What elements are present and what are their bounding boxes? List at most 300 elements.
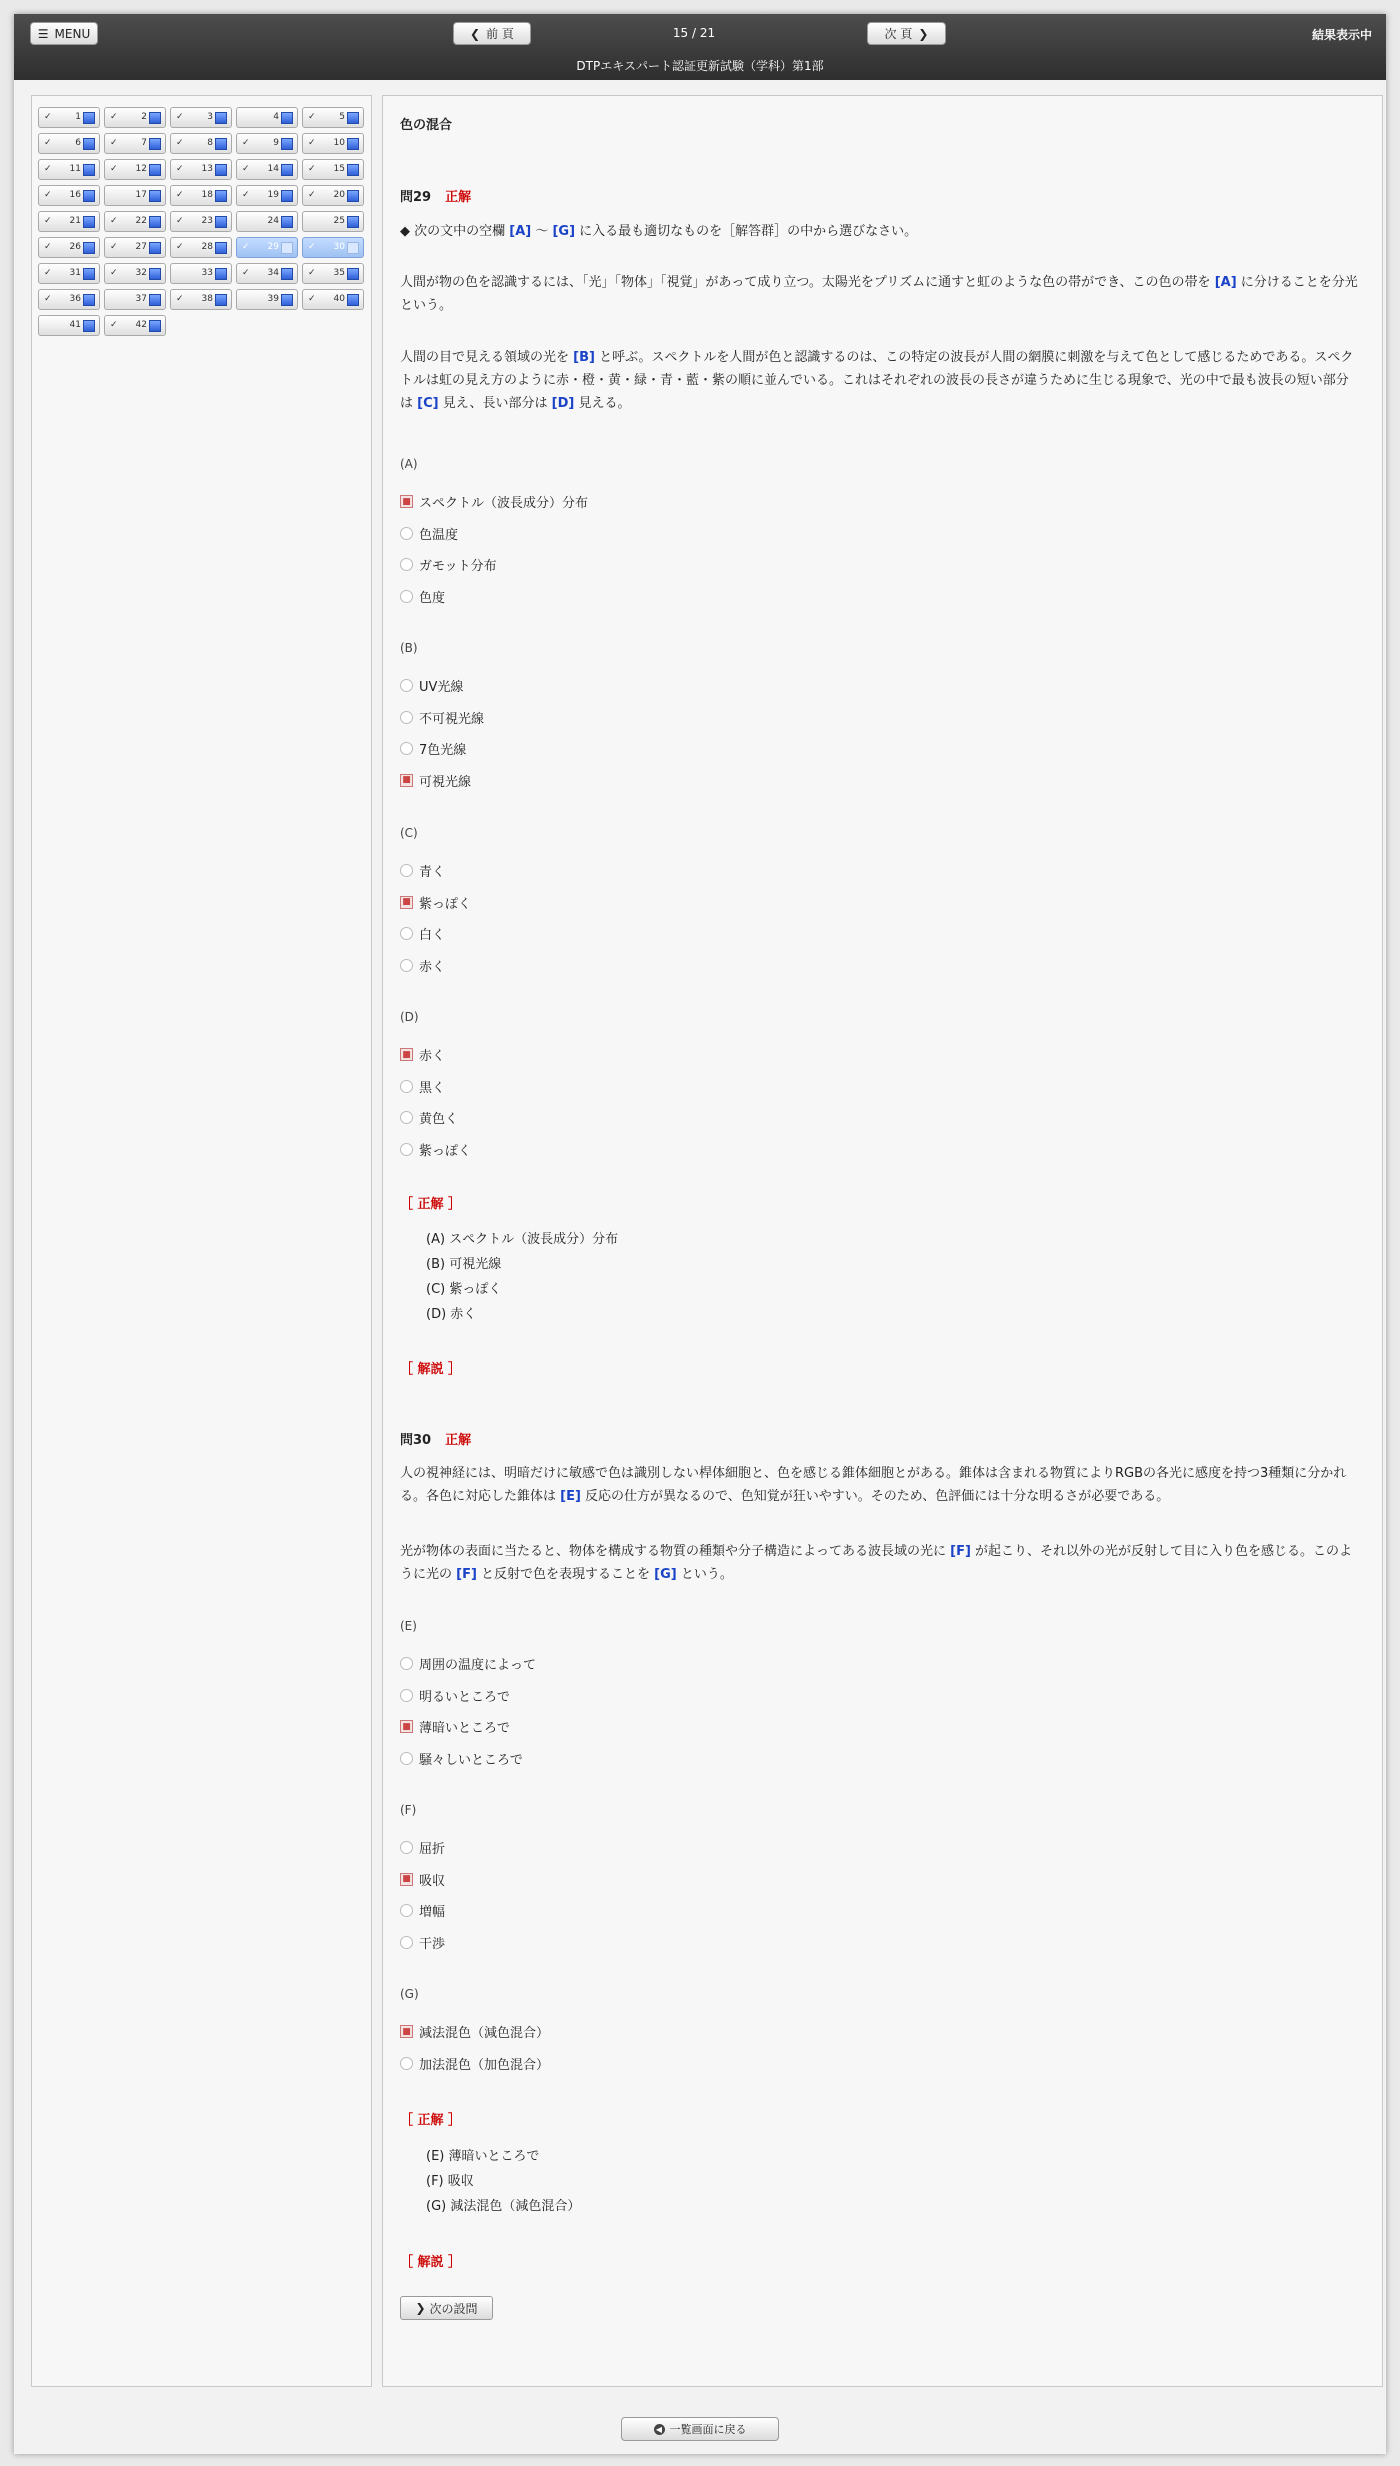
- question-nav-button[interactable]: [236, 133, 298, 154]
- check-icon: ✓: [44, 268, 52, 278]
- radio-button[interactable]: [400, 1936, 413, 1949]
- answer-status-icon: [281, 268, 293, 280]
- question-nav-button[interactable]: [170, 185, 232, 206]
- question-nav-button[interactable]: [302, 237, 364, 258]
- question-nav-button[interactable]: [104, 107, 166, 128]
- text-segment: が起こり、それ以外の光が反射して目に入り色を感じる。このように光の: [400, 1544, 1353, 1582]
- section-title: 色の混合: [400, 118, 453, 133]
- check-icon: ✓: [308, 268, 316, 278]
- question-nav-button[interactable]: [302, 211, 364, 232]
- question-nav-button[interactable]: [170, 133, 232, 154]
- answer-status-icon: [215, 242, 227, 254]
- option-label: 7色光線: [419, 743, 467, 758]
- text-segment: 人間の目で見える領域の光を: [400, 350, 574, 365]
- answer-option[interactable]: [400, 1749, 523, 1768]
- question-nav-button[interactable]: [170, 211, 232, 232]
- option-label: 干渉: [419, 1936, 446, 1952]
- check-icon: ✓: [110, 216, 118, 226]
- answer-status-icon: [149, 138, 161, 150]
- question-header: [400, 1429, 471, 1448]
- check-icon: ✓: [176, 164, 184, 174]
- option-label: 騒々しいところで: [419, 1752, 523, 1768]
- radio-button[interactable]: [400, 2057, 413, 2070]
- answer-status-icon: [215, 294, 227, 306]
- check-icon: ✓: [308, 294, 316, 304]
- answer-option[interactable]: [400, 1654, 536, 1673]
- question-number: 39: [267, 294, 279, 304]
- selected-checkbox-icon[interactable]: ■: [400, 896, 413, 909]
- answer-status-icon: [83, 112, 95, 124]
- correct-answer-item: (D) 赤く: [426, 1307, 477, 1322]
- radio-button[interactable]: [400, 927, 413, 940]
- check-icon: ✓: [308, 242, 316, 252]
- question-number: 12: [135, 164, 147, 174]
- answer-option[interactable]: [400, 1870, 445, 1889]
- answer-option[interactable]: [400, 1933, 445, 1952]
- answer-status-icon: [83, 320, 95, 332]
- answer-status-icon: [149, 190, 161, 202]
- answer-option[interactable]: [400, 861, 445, 880]
- question-number: 13: [201, 164, 213, 174]
- menu-button[interactable]: [30, 22, 98, 45]
- radio-button[interactable]: [400, 1143, 413, 1156]
- question-nav-button[interactable]: [170, 237, 232, 258]
- answer-status-icon: [281, 242, 293, 254]
- question-nav-button[interactable]: [104, 315, 166, 336]
- option-group-letter: (B): [400, 641, 418, 655]
- answer-status-icon: [83, 216, 95, 228]
- answer-status-icon: [281, 294, 293, 306]
- question-nav-button[interactable]: [104, 185, 166, 206]
- selected-checkbox-icon[interactable]: ■: [400, 1873, 413, 1886]
- radio-button[interactable]: [400, 959, 413, 972]
- answer-option[interactable]: [400, 739, 466, 758]
- question-nav-button[interactable]: [38, 237, 100, 258]
- question-number: 38: [201, 294, 213, 304]
- question-number: 17: [135, 190, 147, 200]
- question-number: 21: [69, 216, 81, 226]
- check-icon: ✓: [242, 242, 250, 252]
- question-number: 28: [201, 242, 213, 252]
- answer-status-icon: [83, 138, 95, 150]
- answer-status-icon: [149, 268, 161, 280]
- question-nav-button[interactable]: [236, 289, 298, 310]
- answer-status-icon: [83, 268, 95, 280]
- question-number: 10: [333, 138, 345, 148]
- radio-button[interactable]: [400, 558, 413, 571]
- answer-option[interactable]: [400, 956, 445, 975]
- content-area: [31, 95, 1383, 2401]
- answer-option[interactable]: [400, 1108, 458, 1127]
- result-badge: 正解: [445, 190, 472, 205]
- question-number: 34: [267, 268, 279, 278]
- answer-status-icon: [347, 242, 359, 254]
- answer-status-icon: [83, 294, 95, 306]
- question-number: 41: [69, 320, 81, 330]
- question-number: 1: [75, 112, 81, 122]
- question-paragraph: [400, 1540, 1360, 1586]
- question-number: 15: [333, 164, 345, 174]
- check-icon: ✓: [242, 190, 250, 200]
- question-number: 11: [69, 164, 81, 174]
- option-label: 黒く: [419, 1080, 446, 1096]
- question-number: 36: [69, 294, 81, 304]
- question-nav-button[interactable]: [236, 185, 298, 206]
- question-nav-button[interactable]: [38, 107, 100, 128]
- correct-answer-item: (C) 紫っぽく: [426, 1282, 502, 1297]
- chevron-right-icon: ❯: [918, 26, 929, 41]
- question-number: 35: [333, 268, 345, 278]
- option-label: 加法混色（加色混合）: [419, 2057, 550, 2073]
- next-page-button[interactable]: [867, 22, 946, 45]
- text-segment: 人間が物の色を認識するには、「光」「物体」「視覚」があって成り立つ。太陽光をプリズムに通すと虹のような色の帯ができ、この色の帯を: [400, 275, 1215, 290]
- check-icon: ✓: [308, 112, 316, 122]
- answer-option[interactable]: [400, 771, 471, 790]
- answer-option[interactable]: [400, 1077, 445, 1096]
- question-nav-button[interactable]: [302, 185, 364, 206]
- answer-status-icon: [281, 164, 293, 176]
- question-number: 9: [273, 138, 279, 148]
- check-icon: ✓: [44, 216, 52, 226]
- question-number: 18: [201, 190, 213, 200]
- option-label: 紫っぽく: [419, 1143, 472, 1159]
- next-label: 次 頁: [884, 27, 913, 41]
- prev-page-button[interactable]: [453, 22, 531, 45]
- radio-button[interactable]: [400, 527, 413, 540]
- text-segment: 見える。: [574, 396, 631, 411]
- check-icon: ✓: [176, 242, 184, 252]
- answer-status-icon: [149, 294, 161, 306]
- blank-marker: [D]: [551, 396, 575, 411]
- option-label: 増幅: [419, 1905, 446, 1920]
- question-number: 20: [333, 190, 345, 200]
- answer-status-icon: [347, 294, 359, 306]
- answer-status-icon: [83, 190, 95, 202]
- blank-marker: [F]: [456, 1567, 477, 1582]
- next-question-button[interactable]: [400, 2296, 493, 2320]
- answer-option[interactable]: [400, 524, 458, 543]
- option-label: 紫っぽく: [419, 896, 472, 912]
- question-label: 問29: [400, 190, 432, 205]
- option-label: 青く: [419, 865, 446, 880]
- option-label: 色度: [419, 590, 446, 606]
- question-nav-button[interactable]: [236, 159, 298, 180]
- question-number: 8: [207, 138, 213, 148]
- question-nav-button[interactable]: [170, 263, 232, 284]
- answer-status-icon: [215, 112, 227, 124]
- answer-status-icon: [215, 216, 227, 228]
- check-icon: ✓: [242, 164, 250, 174]
- option-label: 可視光線: [419, 774, 472, 790]
- question-grid: [38, 107, 368, 336]
- radio-button[interactable]: [400, 711, 413, 724]
- circle-arrow-left-icon: ◀: [654, 2424, 665, 2435]
- answer-option[interactable]: [400, 924, 445, 943]
- answer-status-icon: [215, 164, 227, 176]
- check-icon: ✓: [110, 242, 118, 252]
- answer-option[interactable]: [400, 492, 588, 511]
- answer-status-icon: [215, 268, 227, 280]
- check-icon: ✓: [44, 294, 52, 304]
- question-nav-button[interactable]: [104, 263, 166, 284]
- option-label: 屈折: [419, 1842, 446, 1857]
- answer-status-icon: [215, 138, 227, 150]
- blank-marker: [A]: [1214, 275, 1237, 290]
- app-frame: [14, 14, 1386, 2454]
- question-nav-button[interactable]: [302, 107, 364, 128]
- question-number: 22: [135, 216, 147, 226]
- selected-checkbox-icon[interactable]: ■: [400, 1720, 413, 1733]
- option-label: 不可視光線: [419, 711, 485, 727]
- check-icon: ✓: [308, 190, 316, 200]
- answer-status-icon: [281, 190, 293, 202]
- check-icon: ✓: [176, 112, 184, 122]
- text-segment: と呼ぶ。スペクトルを人間が色と認識するのは、この特定の波長が人間の網膜に刺激を与えて色として感じるためである。スペクトルは虹の見え方のように赤・橙・黄・緑・青・藍・紫の順に並んでいる。これはそれぞれの波長の長さが違うために生じる現象で、光の中で最も波長の短い部分は: [400, 350, 1354, 411]
- question-nav-button[interactable]: [38, 133, 100, 154]
- radio-button[interactable]: [400, 590, 413, 603]
- check-icon: ✓: [176, 190, 184, 200]
- question-number: 16: [69, 190, 81, 200]
- option-label: 赤く: [419, 1049, 446, 1064]
- text-segment: ◆ 次の文中の空欄: [400, 224, 510, 239]
- instruction-text: [400, 220, 1360, 243]
- answer-option[interactable]: [400, 1045, 445, 1064]
- option-label: スペクトル（波長成分）分布: [419, 496, 589, 511]
- question-number: 29: [267, 242, 279, 252]
- answer-status-icon: [347, 138, 359, 150]
- correct-answer-item: (F) 吸収: [426, 2174, 474, 2189]
- chevron-right-icon: ❯: [415, 2301, 426, 2315]
- question-paragraph: [400, 346, 1360, 415]
- question-nav-button[interactable]: [170, 107, 232, 128]
- check-icon: ✓: [110, 112, 118, 122]
- question-number: 24: [267, 216, 279, 226]
- menu-label: MENU: [54, 26, 91, 41]
- question-number: 5: [339, 112, 345, 122]
- text-segment: と反射で色を表現することを: [476, 1567, 655, 1582]
- question-nav-button[interactable]: [236, 211, 298, 232]
- question-nav-button[interactable]: [38, 263, 100, 284]
- answer-option[interactable]: [400, 708, 484, 727]
- question-navigator: [31, 95, 372, 2387]
- prev-label: 前 頁: [486, 27, 514, 41]
- correct-answer-item: (E) 薄暗いところで: [426, 2149, 540, 2164]
- question-number: 32: [135, 268, 147, 278]
- answer-status-icon: [83, 164, 95, 176]
- question-number: 6: [75, 138, 81, 148]
- answer-status-icon: [347, 112, 359, 124]
- question-nav-button[interactable]: [104, 159, 166, 180]
- answer-status-icon: [149, 242, 161, 254]
- text-segment: 見え、長い部分は: [438, 396, 552, 411]
- question-number: 27: [135, 242, 147, 252]
- check-icon: ✓: [176, 294, 184, 304]
- selected-checkbox-icon[interactable]: ■: [400, 774, 413, 787]
- selected-checkbox-icon[interactable]: ■: [400, 495, 413, 508]
- question-number: 33: [201, 268, 213, 278]
- answer-option[interactable]: [400, 2022, 549, 2041]
- question-nav-button[interactable]: [302, 289, 364, 310]
- explanation-heading: ［ 解説 ］: [400, 1362, 462, 1377]
- option-label: ガモット分布: [419, 559, 497, 574]
- answer-option[interactable]: [400, 1686, 510, 1705]
- answer-status-icon: [149, 164, 161, 176]
- question-paragraph: [400, 271, 1360, 317]
- check-icon: ✓: [110, 268, 118, 278]
- check-icon: ✓: [176, 216, 184, 226]
- chevron-left-icon: ❮: [470, 26, 481, 41]
- radio-button[interactable]: [400, 1111, 413, 1124]
- question-nav-button[interactable]: [302, 159, 364, 180]
- answer-option[interactable]: [400, 1140, 471, 1159]
- option-label: 吸収: [419, 1873, 446, 1889]
- check-icon: ✓: [110, 320, 118, 330]
- question-nav-button[interactable]: [302, 263, 364, 284]
- question-nav-button[interactable]: [38, 185, 100, 206]
- answer-status-icon: [281, 216, 293, 228]
- answer-status-icon: [83, 242, 95, 254]
- radio-button[interactable]: [400, 1689, 413, 1702]
- text-segment: 反応の仕方が異なるので、色知覚が狂いやすい。そのため、色評価には十分な明るさが必要である。: [580, 1489, 1170, 1504]
- back-to-list-button[interactable]: [621, 2417, 779, 2441]
- radio-button[interactable]: [400, 1752, 413, 1765]
- correct-answer-item: (B) 可視光線: [426, 1257, 502, 1272]
- blank-marker: [A]: [509, 224, 532, 239]
- blank-marker: [G]: [552, 224, 576, 239]
- option-label: 赤く: [419, 959, 446, 975]
- question-number: 30: [333, 242, 345, 252]
- question-nav-button[interactable]: [236, 263, 298, 284]
- answer-option[interactable]: [400, 893, 471, 912]
- exam-title: DTPエキスパート認証更新試験（学科）第1部: [576, 59, 824, 73]
- check-icon: ✓: [242, 268, 250, 278]
- option-label: 色温度: [419, 527, 459, 543]
- option-label: 黄色く: [419, 1112, 459, 1127]
- check-icon: ✓: [242, 138, 250, 148]
- correct-answer-item: (G) 減法混色（減色混合）: [426, 2199, 581, 2214]
- question-number: 19: [267, 190, 279, 200]
- radio-button[interactable]: [400, 1841, 413, 1854]
- question-nav-button[interactable]: [38, 289, 100, 310]
- question-number: 7: [141, 138, 147, 148]
- question-nav-button[interactable]: [104, 211, 166, 232]
- question-number: 23: [201, 216, 213, 226]
- question-nav-button[interactable]: [170, 159, 232, 180]
- text-segment: 人の視神経には、明暗だけに敏感で色は識別しない桿体細胞と、色を感じる錐体細胞とがある。錐体は含まれる物質によりRGBの各光に感度を持つ3種類に分かれる。各色に対応した錐体は: [400, 1466, 1347, 1504]
- answer-status-icon: [281, 138, 293, 150]
- question-nav-button[interactable]: [302, 133, 364, 154]
- option-group-letter: (F): [400, 1803, 417, 1817]
- option-label: 薄暗いところで: [419, 1721, 510, 1736]
- hamburger-icon: ☰: [37, 26, 49, 41]
- question-number: 25: [333, 216, 345, 226]
- question-nav-button[interactable]: [104, 237, 166, 258]
- explanation-heading: ［ 解説 ］: [400, 2255, 462, 2270]
- blank-marker: [F]: [950, 1544, 971, 1559]
- question-nav-button[interactable]: [236, 107, 298, 128]
- check-icon: ✓: [44, 242, 52, 252]
- blank-marker: [B]: [573, 350, 595, 365]
- answer-option[interactable]: [400, 555, 497, 574]
- check-icon: ✓: [110, 138, 118, 148]
- result-status-label: 結果表示中: [1311, 28, 1372, 42]
- check-icon: ✓: [44, 164, 52, 174]
- answer-option[interactable]: [400, 1901, 445, 1920]
- answer-option[interactable]: [400, 1838, 445, 1857]
- option-label: 周囲の温度によって: [419, 1658, 537, 1673]
- question-number: 40: [333, 294, 345, 304]
- question-nav-button[interactable]: [38, 211, 100, 232]
- answer-option[interactable]: [400, 1717, 510, 1736]
- result-badge: 正解: [445, 1433, 472, 1448]
- selected-checkbox-icon[interactable]: ■: [400, 1048, 413, 1061]
- radio-button[interactable]: [400, 1904, 413, 1917]
- radio-button[interactable]: [400, 864, 413, 877]
- question-panel: [382, 95, 1383, 2387]
- text-segment: に分けることを分光という。: [400, 275, 1358, 313]
- question-nav-button[interactable]: [38, 159, 100, 180]
- question-number: 37: [135, 294, 147, 304]
- check-icon: ✓: [308, 164, 316, 174]
- blank-marker: [C]: [417, 396, 439, 411]
- question-number: 2: [141, 112, 147, 122]
- question-number: 4: [273, 112, 279, 122]
- question-nav-button[interactable]: [170, 289, 232, 310]
- blank-marker: [G]: [654, 1567, 677, 1582]
- selected-checkbox-icon[interactable]: ■: [400, 2025, 413, 2038]
- radio-button[interactable]: [400, 1657, 413, 1670]
- question-nav-button[interactable]: [104, 133, 166, 154]
- question-paragraph: [400, 1462, 1360, 1508]
- question-number: 42: [135, 320, 147, 330]
- question-number: 3: [207, 112, 213, 122]
- answer-status-icon: [149, 216, 161, 228]
- answer-option[interactable]: [400, 587, 445, 606]
- check-icon: ✓: [44, 190, 52, 200]
- option-label: 白く: [419, 928, 446, 943]
- answer-option[interactable]: [400, 2054, 549, 2073]
- question-nav-button[interactable]: [38, 315, 100, 336]
- option-group-letter: (G): [400, 1987, 419, 2001]
- option-label: UV光線: [419, 680, 464, 695]
- answer-heading: ［ 正解 ］: [400, 2113, 462, 2128]
- question-label: 問30: [400, 1433, 432, 1448]
- answer-status-icon: [347, 216, 359, 228]
- option-group-letter: (D): [400, 1010, 419, 1024]
- answer-heading: ［ 正解 ］: [400, 1197, 462, 1212]
- option-group-letter: (C): [400, 826, 418, 840]
- correct-answer-item: (A) スペクトル（波長成分）分布: [426, 1232, 619, 1247]
- option-label: 減法混色（減色混合）: [419, 2026, 550, 2041]
- answer-status-icon: [347, 164, 359, 176]
- blank-marker: [E]: [560, 1489, 581, 1504]
- radio-button[interactable]: [400, 1080, 413, 1093]
- radio-button[interactable]: [400, 742, 413, 755]
- page-counter: 15 / 21: [672, 26, 716, 40]
- answer-option[interactable]: [400, 676, 463, 695]
- question-nav-button[interactable]: [236, 237, 298, 258]
- check-icon: ✓: [308, 138, 316, 148]
- check-icon: ✓: [176, 138, 184, 148]
- next-question-label: 次の設問: [429, 2301, 478, 2316]
- check-icon: ✓: [44, 112, 52, 122]
- radio-button[interactable]: [400, 679, 413, 692]
- text-segment: という。: [676, 1567, 733, 1582]
- check-icon: ✓: [44, 138, 52, 148]
- back-label: 一覧画面に戻る: [669, 2423, 747, 2436]
- check-icon: ✓: [110, 164, 118, 174]
- question-nav-button[interactable]: [104, 289, 166, 310]
